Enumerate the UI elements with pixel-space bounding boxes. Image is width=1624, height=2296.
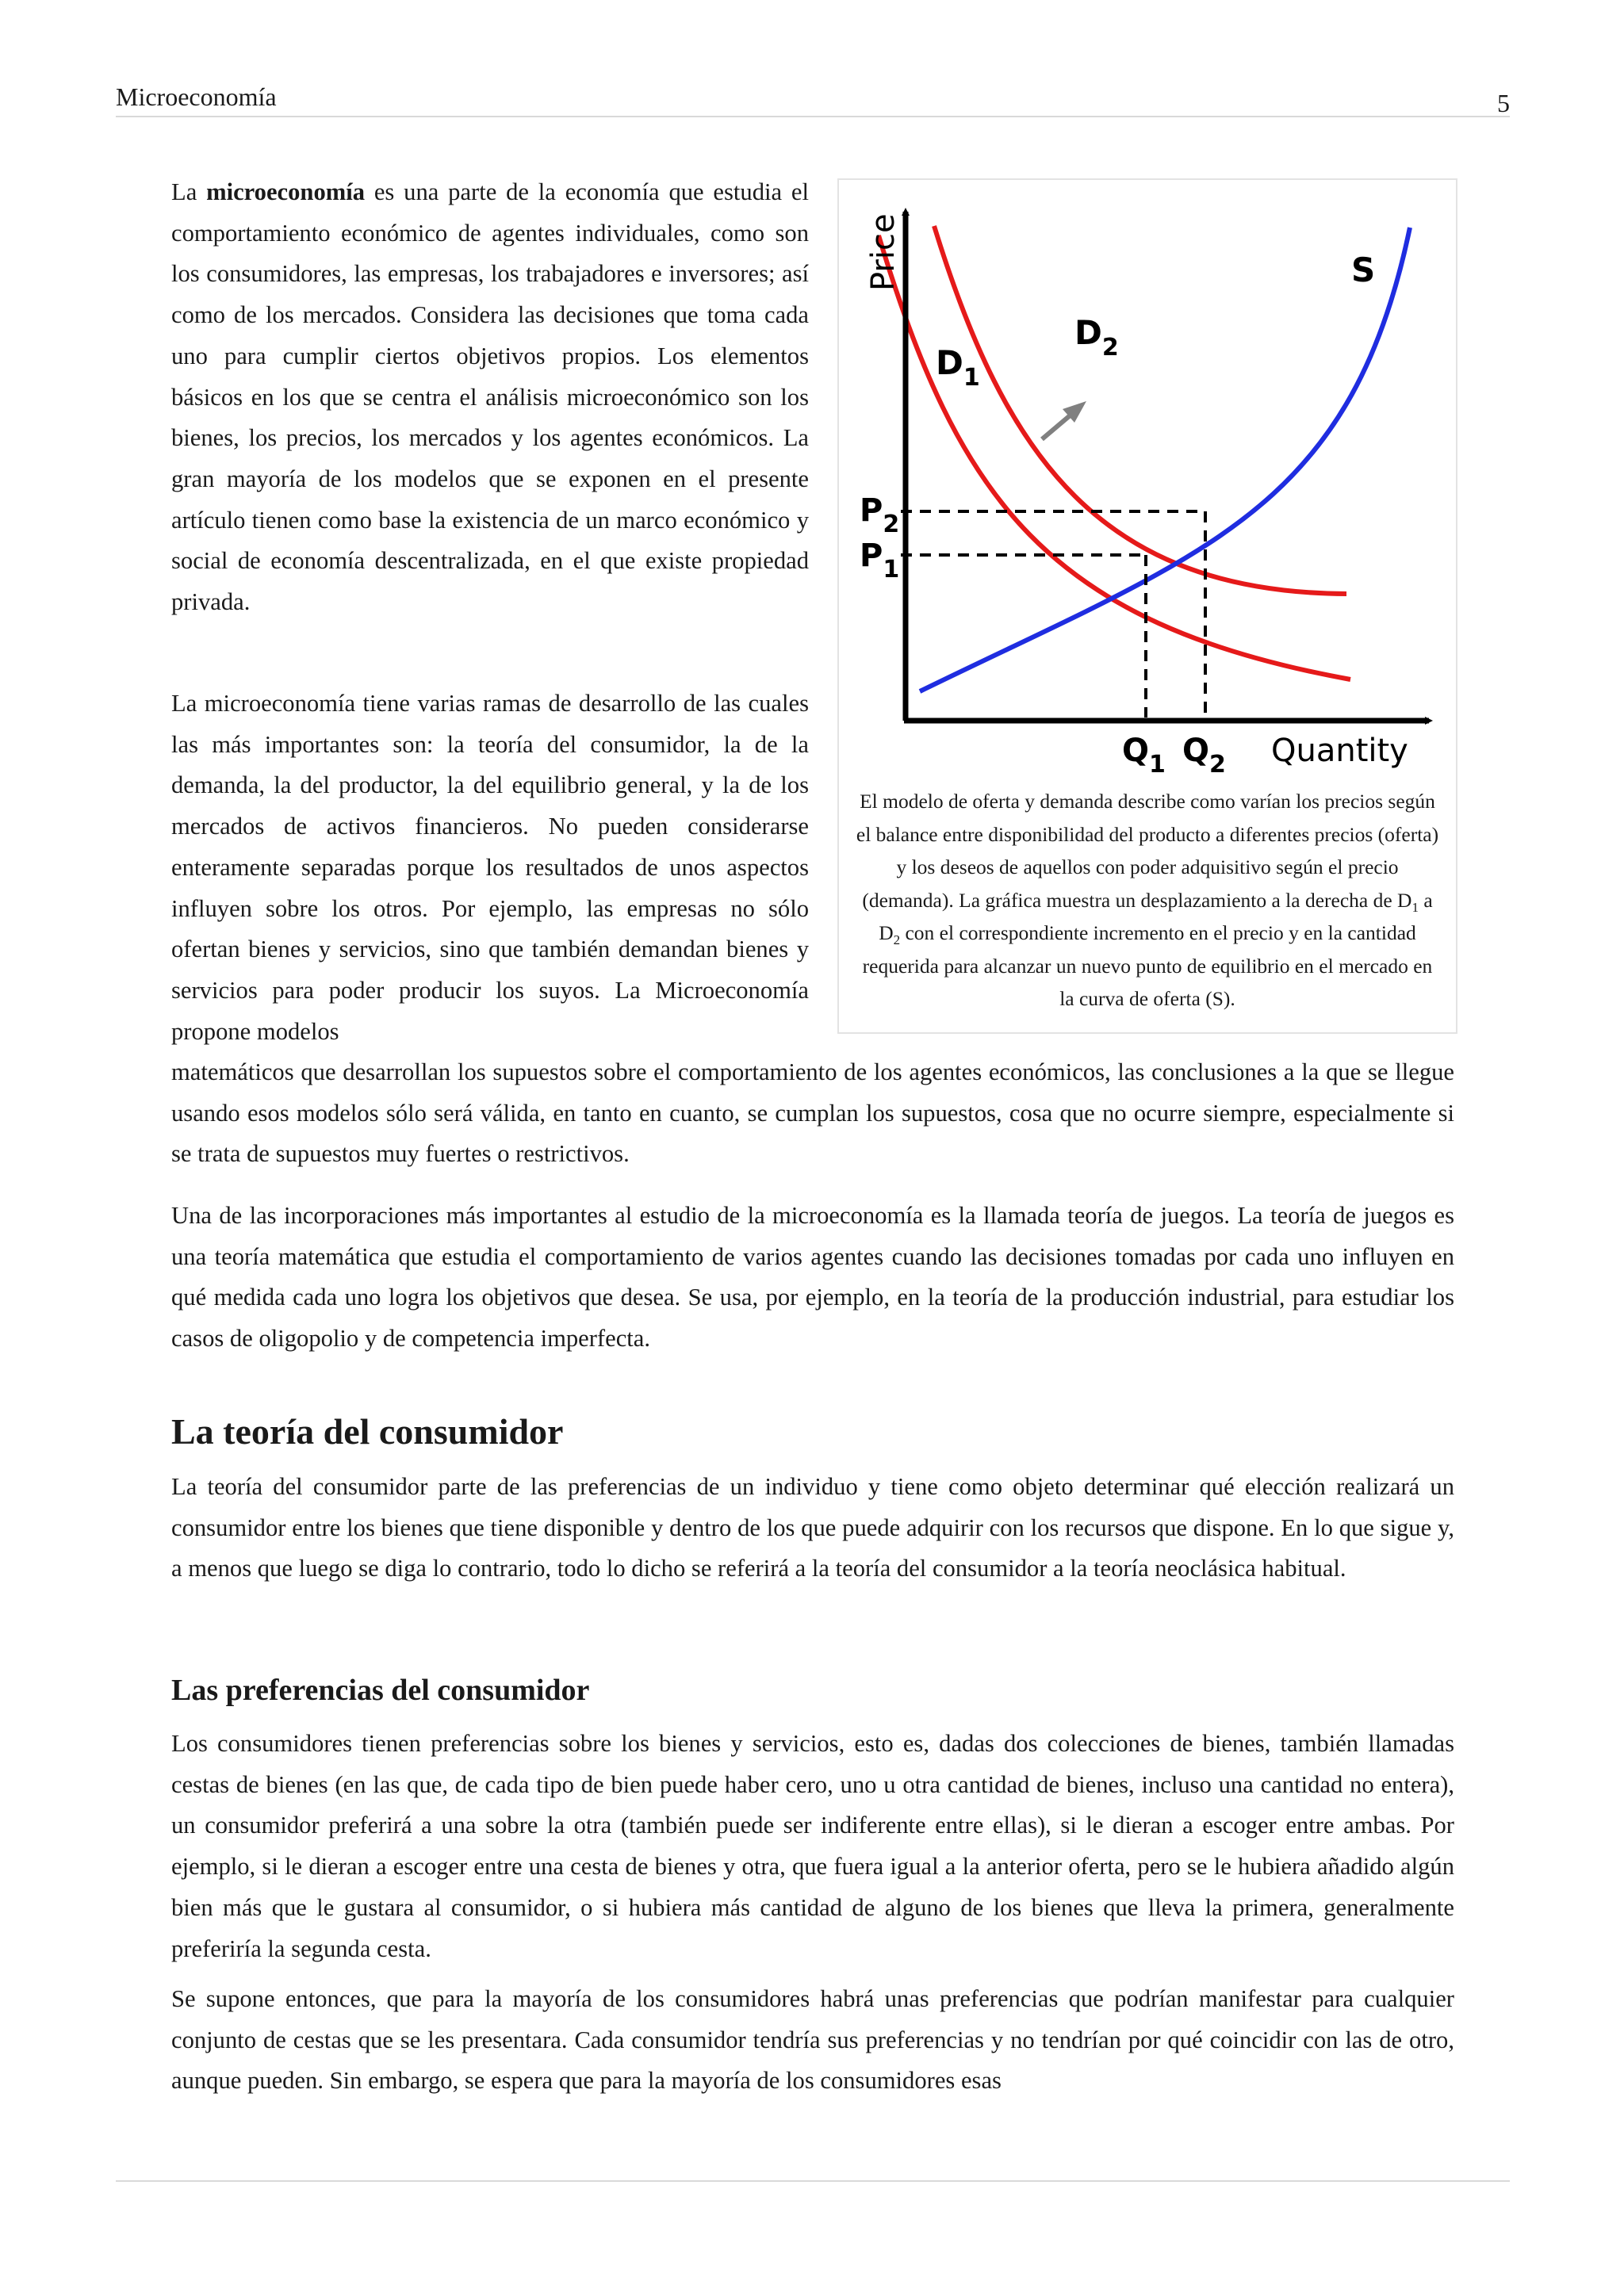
term-microeconomia: microeconomía: [206, 178, 366, 205]
page-header: [116, 79, 1510, 117]
label-p2: $P_2$: [860, 492, 900, 538]
preferencias-paragraph-2: Se supone entonces, que para la mayoría de los consumidores habrá unas preferencias que podrían manifestar para cualquier conjunto de cestas que se les presentara. Cada consumidor tendría sus preferencias y no tendrían por qué coincidir con las de otro, aunque pueden. Sin embargo, se espera que para la mayoría de los consumidores esas: [171, 1985, 1454, 2095]
label-q1: $Q_1$: [1122, 733, 1166, 779]
intro-paragraph-3: Una de las incorporaciones más importantes al estudio de la microeconomía es la llamada teoría de juegos. La teoría de juegos es una teoría matemática que estudia el comportamiento de varios agentes cuando las decisiones tomadas por cada uno influyen en qué medida cada uno logra los objetivos que desea. Se usa, por ejemplo, en la teoría de la producción industrial, para estudiar los casos de oligopolio y de competencia imperfecta.: [171, 1202, 1454, 1353]
section-heading-teoria-consumidor: La teoría del consumidor: [171, 1411, 564, 1452]
label-s: S: [1351, 251, 1376, 289]
teoria-consumidor-paragraph: La teoría del consumidor parte de las preferencias de un individuo y tiene como objeto determinar qué elección realizará un consumidor entre los bienes que tiene disponible y dentro de los que puede adquirir con los recursos que dispone. En lo que sigue y, a menos que luego se diga lo contrario, todo lo dicho se referirá a la teoría del consumidor a la teoría neoclásica habitual.: [171, 1473, 1454, 1582]
supply-demand-chart: [839, 180, 1456, 783]
y-axis-label: Price: [865, 213, 902, 291]
label-q2: $Q_2$: [1182, 733, 1226, 779]
figure-caption: El modelo de oferta y demanda describe como varían los precios según el balance entre disponibilidad del producto a diferentes precios (oferta) y los deseos de aquellos con poder adquisitivo según el precio (demanda). La gráfica muestra un desplazamiento a la derecha de $D_1$ a $D_2$ con el correspondiente incremento en el precio y en la cantidad requerida para alcanzar un nuevo punto de equilibrio en el mercado en la curva de oferta (S).: [856, 790, 1439, 1010]
label-d2: $D_2$: [1074, 313, 1119, 362]
supply-curve: [920, 228, 1410, 691]
demand-curve-d2: [934, 226, 1346, 594]
demand-curve-d1: [879, 235, 1350, 679]
equilibrium-guides: [901, 511, 1205, 718]
section-heading-preferencias: Las preferencias del consumidor: [171, 1674, 590, 1707]
label-d1: $D_1$: [936, 343, 980, 392]
footer-rule: [116, 2180, 1510, 2182]
supply-demand-figure: [837, 178, 1457, 1034]
preferencias-paragraph-1: Los consumidores tienen preferencias sobre los bienes y servicios, esto es, dadas dos colecciones de bienes, también llamadas cestas de bienes (en las que, de cada tipo de bien puede haber cero, uno u otra cantidad de bienes, incluso una cantidad no entera), un consumidor preferirá a una sobre la otra (también puede ser indiferente entre ellas), si le dieran a escoger entre ambas. Por ejemplo, si le dieran a escoger entre una cesta de bienes y otra, que fuera igual a la anterior oferta, pero se le hubiera añadido algún bien más que le gustara al consumidor, o si hubiera más cantidad de alguno de los bienes que lleva la primera, generalmente preferiría la segunda cesta.: [171, 1730, 1454, 1962]
intro-paragraph-1: La microeconomía es una parte de la economía que estudia el comportamiento económico de agentes individuales, como son los consumidores, las empresas, los trabajadores e inversores; así como de los mercados. Considera las decisiones que toma cada uno para cumplir ciertos objetivos propios. Los elementos básicos en los que se centra el análisis microeconómico son los bienes, los precios, los mercados y los agentes económicos. La gran mayoría de los modelos que se exponen en el presente artículo tienen como base la existencia de un marco económico y social de economía descentralizada, en el que existe propiedad privada.: [171, 178, 809, 616]
intro-paragraph-2: La microeconomía tiene varias ramas de desarrollo de las cuales las más importantes son: la teoría del consumidor, la de la demanda, la del productor, la del equilibrio general, y la de los mercados de activos financieros. No pueden considerarse enteramente separadas porque los resultados de unos aspectos influyen sobre los otros. Por ejemplo, las empresas no sólo ofertan bienes y servicios, sino que también demandan bienes y servicios para poder producir los suyos. La Microeconomía propone modelos: [171, 690, 809, 1045]
intro-paragraph-2-continued: matemáticos que desarrollan los supuestos sobre el comportamiento de los agentes económicos, las conclusiones a la que se llegue usando esos modelos sólo será válida, en tanto en cuanto, se cumplan los supuestos, cosa que no ocurre siempre, especialmente si se trata de supuestos muy fuertes o restrictivos.: [171, 1058, 1454, 1168]
shift-arrow-icon: [1042, 401, 1086, 439]
x-axis-label: Quantity: [1271, 733, 1408, 769]
label-p1: $P_1$: [860, 538, 900, 584]
page-number: 5: [1497, 89, 1510, 117]
running-title: Microeconomía: [116, 82, 277, 111]
